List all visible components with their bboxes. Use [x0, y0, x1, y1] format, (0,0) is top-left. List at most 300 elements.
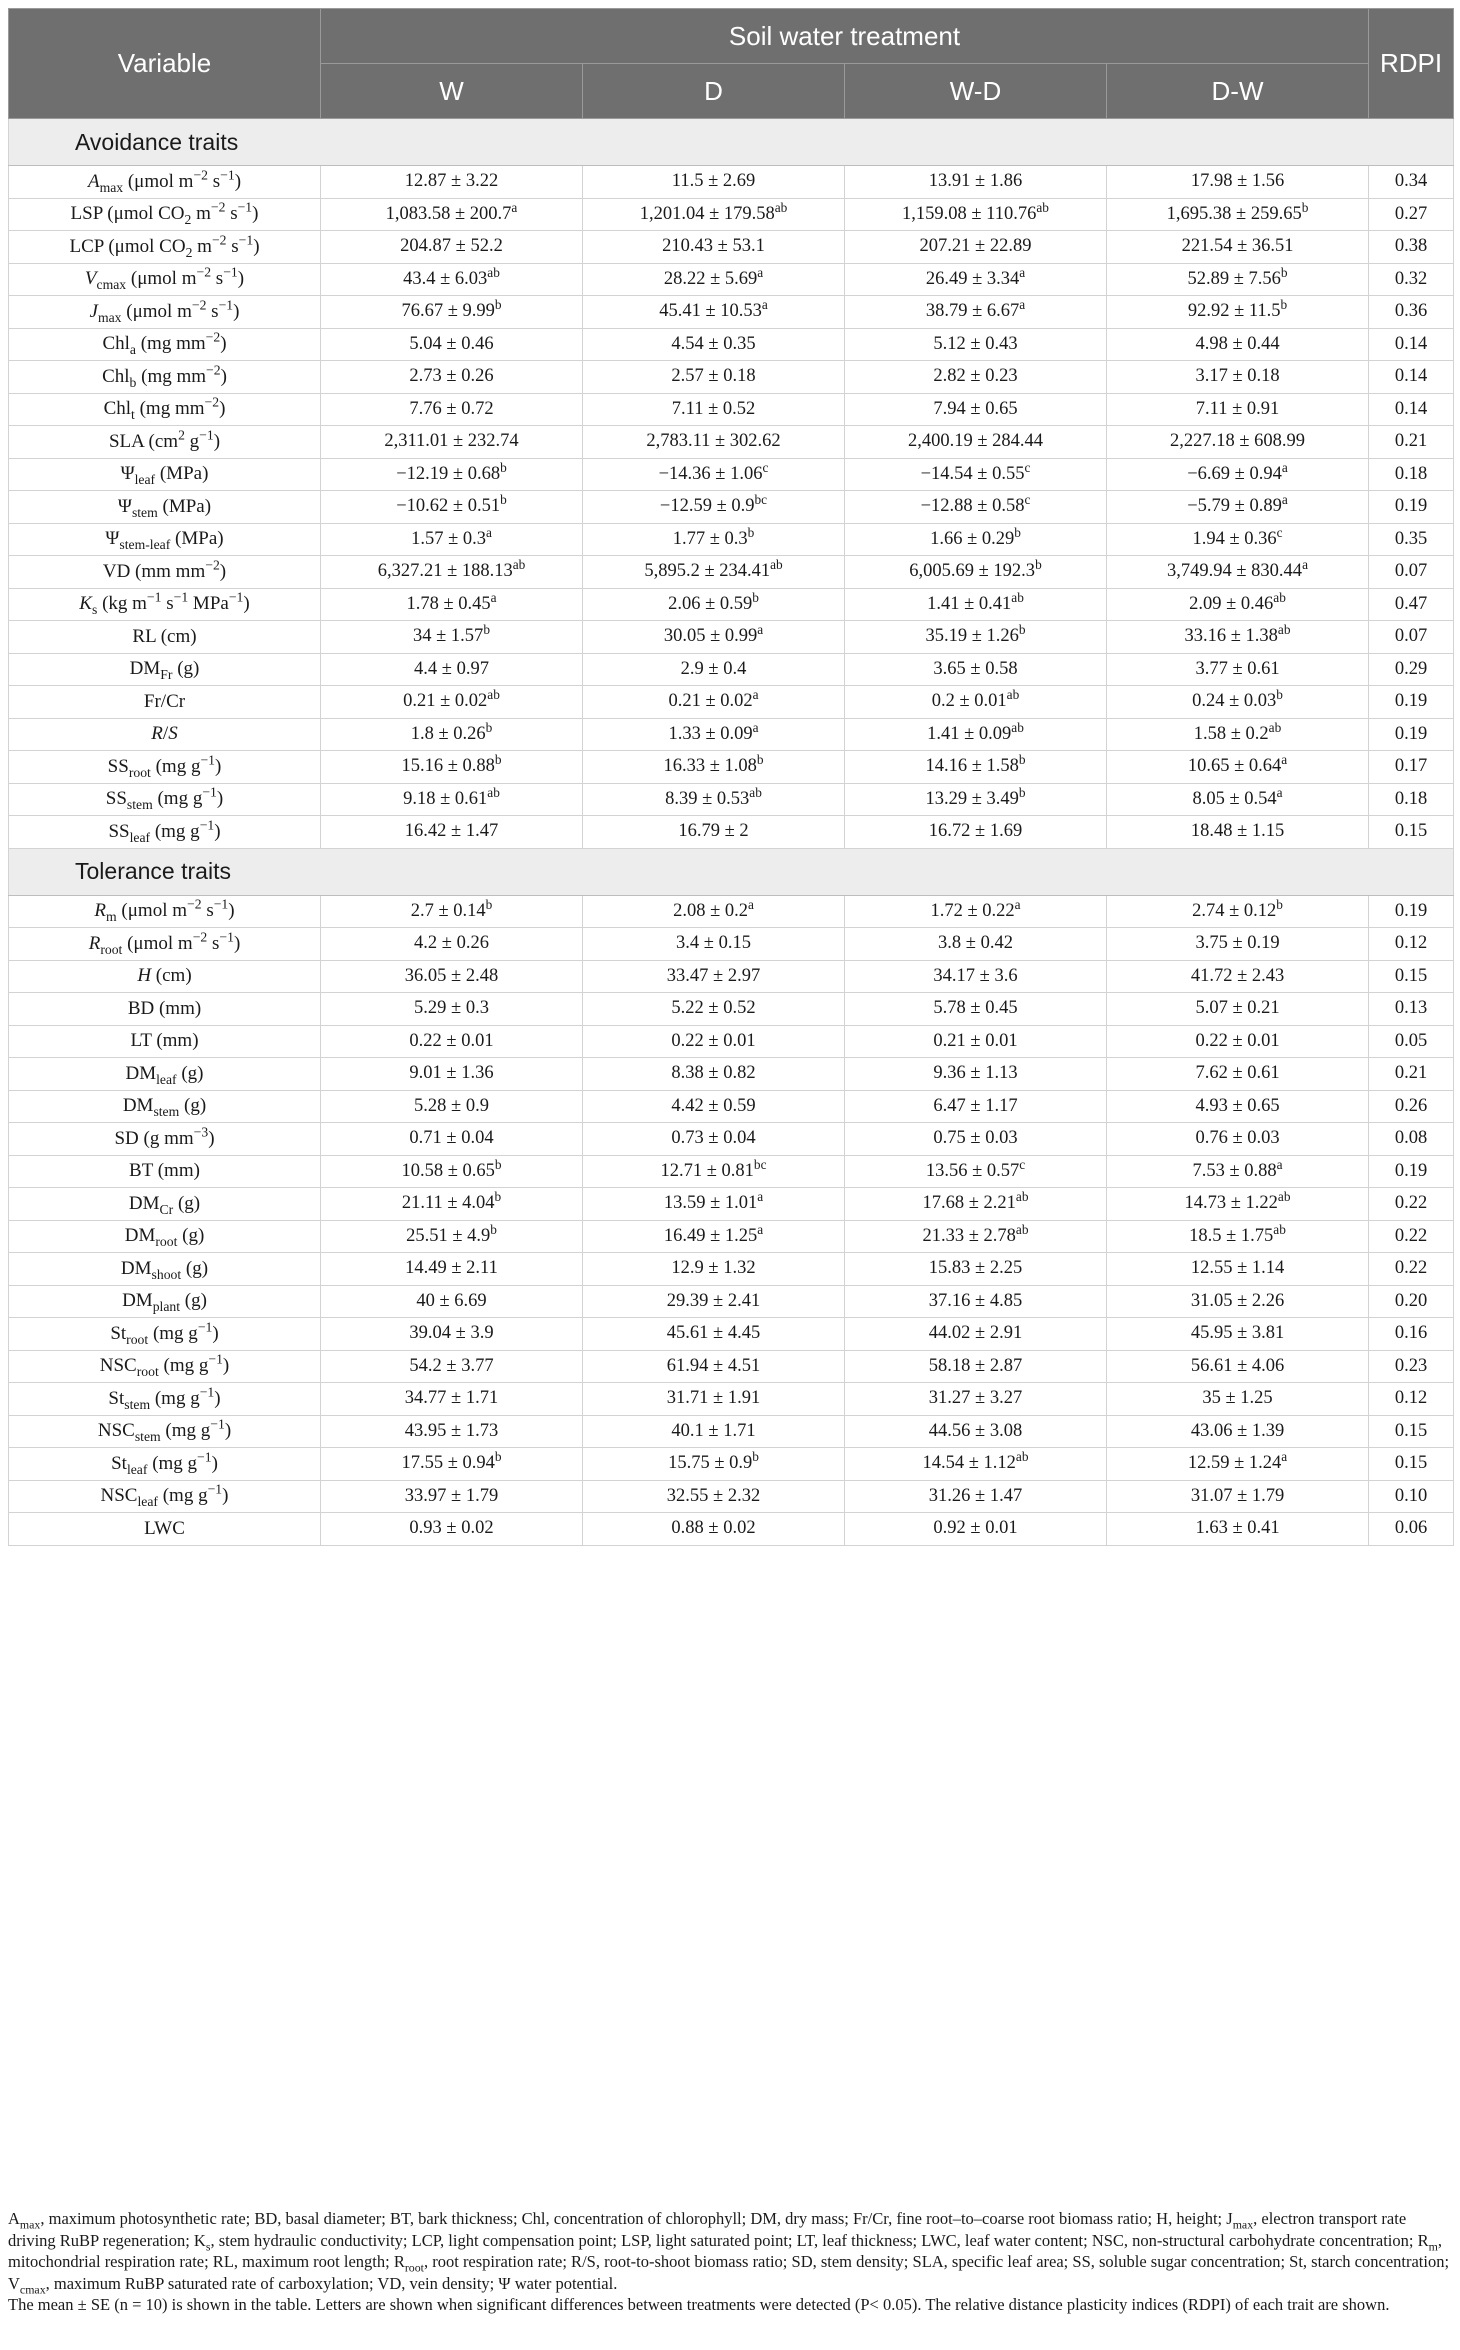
cell-value: 3,749.94 ± 830.44$^a$	[1107, 556, 1369, 589]
cell-rdpi: 0.18	[1369, 458, 1454, 491]
cell-value: 38.79 ± 6.67$^a$	[845, 296, 1107, 329]
cell-variable: LCP (μmol $CO_2$ $m^{-2}$ $s^{-1}$)	[9, 231, 321, 264]
table-row	[9, 960, 1454, 993]
cell-value: 15.83 ± 2.25	[845, 1253, 1107, 1286]
cell-value: 45.95 ± 3.81	[1107, 1318, 1369, 1351]
cell-value: 52.89 ± 7.56$^b$	[1107, 263, 1369, 296]
cell-value: 1.57 ± 0.3$^a$	[321, 523, 583, 556]
table-footnotes	[8, 2208, 1453, 2316]
cell-value: 2,311.01 ± 232.74	[321, 426, 583, 459]
cell-value: 2,400.19 ± 284.44	[845, 426, 1107, 459]
cell-value: 6,005.69 ± 192.3$^b$	[845, 556, 1107, 589]
cell-value: 1.77 ± 0.3$^b$	[583, 523, 845, 556]
cell-variable: $SS_{stem}$ (mg $g^{-1}$)	[9, 783, 321, 816]
cell-variable: $\Psi_{stem}$ (MPa)	[9, 491, 321, 524]
table-row	[9, 895, 1454, 928]
table-row	[9, 686, 1454, 719]
cell-value: 12.55 ± 1.14	[1107, 1253, 1369, 1286]
cell-value: 0.22 ± 0.01	[583, 1025, 845, 1058]
cell-value: 1.78 ± 0.45$^a$	[321, 588, 583, 621]
cell-value: 17.55 ± 0.94$^b$	[321, 1448, 583, 1481]
cell-rdpi: 0.26	[1369, 1090, 1454, 1123]
cell-value: 9.18 ± 0.61$^{ab}$	[321, 783, 583, 816]
cell-value: 31.26 ± 1.47	[845, 1480, 1107, 1513]
cell-rdpi: 0.38	[1369, 231, 1454, 264]
cell-value: 0.21 ± 0.01	[845, 1025, 1107, 1058]
cell-value: 32.55 ± 2.32	[583, 1480, 845, 1513]
cell-rdpi: 0.21	[1369, 426, 1454, 459]
cell-variable: $J_{max}$ (μmol $m^{-2}$ $s^{-1}$)	[9, 296, 321, 329]
cell-value: 1,083.58 ± 200.7$^a$	[321, 198, 583, 231]
cell-variable: $SS_{leaf}$ (mg $g^{-1}$)	[9, 816, 321, 849]
cell-value: 16.42 ± 1.47	[321, 816, 583, 849]
cell-rdpi: 0.34	[1369, 166, 1454, 199]
cell-rdpi: 0.10	[1369, 1480, 1454, 1513]
cell-value: 13.59 ± 1.01$^a$	[583, 1188, 845, 1221]
cell-value: 5.78 ± 0.45	[845, 993, 1107, 1026]
cell-rdpi: 0.05	[1369, 1025, 1454, 1058]
table-body	[9, 119, 1454, 1546]
cell-value: 43.4 ± 6.03$^{ab}$	[321, 263, 583, 296]
cell-value: 14.54 ± 1.12$^{ab}$	[845, 1448, 1107, 1481]
cell-value: 18.48 ± 1.15	[1107, 816, 1369, 849]
table-row	[9, 198, 1454, 231]
cell-value: 3.4 ± 0.15	[583, 928, 845, 961]
cell-variable: LSP (μmol $CO_2$ $m^{-2}$ $s^{-1}$)	[9, 198, 321, 231]
header-col-w: W	[321, 64, 583, 119]
table-row	[9, 816, 1454, 849]
table-row	[9, 928, 1454, 961]
cell-value: 1.66 ± 0.29$^b$	[845, 523, 1107, 556]
cell-rdpi: 0.07	[1369, 556, 1454, 589]
cell-variable: $K_s$ (kg $m^{-1}$ $s^{-1}$ MPa$^{-1}$)	[9, 588, 321, 621]
cell-value: 31.27 ± 3.27	[845, 1383, 1107, 1416]
cell-value: 3.65 ± 0.58	[845, 653, 1107, 686]
cell-rdpi: 0.15	[1369, 1448, 1454, 1481]
cell-value: 5,895.2 ± 234.41$^{ab}$	[583, 556, 845, 589]
cell-value: 1.94 ± 0.36$^c$	[1107, 523, 1369, 556]
cell-value: 2.08 ± 0.2$^a$	[583, 895, 845, 928]
cell-rdpi: 0.21	[1369, 1058, 1454, 1091]
cell-variable: SD (g $mm^{-3}$)	[9, 1123, 321, 1156]
cell-value: 56.61 ± 4.06	[1107, 1350, 1369, 1383]
cell-value: 2.9 ± 0.4	[583, 653, 845, 686]
cell-rdpi: 0.16	[1369, 1318, 1454, 1351]
cell-value: 45.61 ± 4.45	[583, 1318, 845, 1351]
cell-rdpi: 0.47	[1369, 588, 1454, 621]
cell-value: 40.1 ± 1.71	[583, 1415, 845, 1448]
section-row	[9, 848, 1454, 895]
cell-value: 13.29 ± 3.49$^b$	[845, 783, 1107, 816]
table-row	[9, 491, 1454, 524]
cell-value: 4.93 ± 0.65	[1107, 1090, 1369, 1123]
cell-value: 1.41 ± 0.09$^{ab}$	[845, 718, 1107, 751]
cell-value: 4.42 ± 0.59	[583, 1090, 845, 1123]
table-row	[9, 166, 1454, 199]
cell-value: 28.22 ± 5.69$^a$	[583, 263, 845, 296]
cell-value: 17.68 ± 2.21$^{ab}$	[845, 1188, 1107, 1221]
cell-variable: $\Psi_{leaf}$ (MPa)	[9, 458, 321, 491]
cell-value: 14.49 ± 2.11	[321, 1253, 583, 1286]
cell-variable: BT (mm)	[9, 1155, 321, 1188]
table-row	[9, 523, 1454, 556]
cell-variable: BD (mm)	[9, 993, 321, 1026]
cell-value: 204.87 ± 52.2	[321, 231, 583, 264]
cell-value: 12.9 ± 1.32	[583, 1253, 845, 1286]
cell-rdpi: 0.13	[1369, 993, 1454, 1026]
cell-value: 16.72 ± 1.69	[845, 816, 1107, 849]
cell-value: 4.98 ± 0.44	[1107, 328, 1369, 361]
header-col-d-w: D-W	[1107, 64, 1369, 119]
cell-variable: Fr/Cr	[9, 686, 321, 719]
section-title: Avoidance traits	[9, 119, 1454, 166]
cell-rdpi: 0.14	[1369, 328, 1454, 361]
cell-rdpi: 0.27	[1369, 198, 1454, 231]
table-row	[9, 1480, 1454, 1513]
cell-variable: $DM_{leaf}$ (g)	[9, 1058, 321, 1091]
cell-variable: $NSC_{root}$ (mg $g^{-1}$)	[9, 1350, 321, 1383]
cell-value: 2,227.18 ± 608.99	[1107, 426, 1369, 459]
cell-value: 12.87 ± 3.22	[321, 166, 583, 199]
table-row	[9, 328, 1454, 361]
cell-value: 29.39 ± 2.41	[583, 1285, 845, 1318]
cell-value: 33.47 ± 2.97	[583, 960, 845, 993]
footnote-abbreviations: $A_{max}$, maximum photosynthetic rate; BD, basal diameter; BT, bark thickness; Chl, concentration of chlorophyll; DM, dry mass; Fr/Cr, fine root–to–coarse root biomass ratio; H, height; $J_{max}$, electron transport rate driving RuBP regeneration; $K_s$, stem hydraulic conductivity; LCP, light compensation point; LSP, light saturated point; LT, leaf thickness; LWC, leaf water content; NSC, non-structural carbohydrate concentration; $R_m$, mitochondrial respiration rate; RL, maximum root length; $R_{root}$, root respiration rate; R/S, root-to-shoot biomass ratio; SD, stem density; SLA, specific leaf area; SS, soluble sugar concentration; St, starch concentration; $V_{cmax}$, maximum RuBP saturated rate of carboxylation; VD, vein density; Ψ water potential.	[8, 2209, 1450, 2296]
cell-value: 7.11 ± 0.52	[583, 393, 845, 426]
cell-rdpi: 0.20	[1369, 1285, 1454, 1318]
footnote-summary: The mean ± SE (n = 10) is shown in the table. Letters are shown when significant differences between treatments were detected (P< 0.05). The relative distance plasticity indices (RDPI) of each trait are shown.	[8, 2295, 1390, 2314]
table-row	[9, 1285, 1454, 1318]
cell-value: 54.2 ± 3.77	[321, 1350, 583, 1383]
table-row	[9, 263, 1454, 296]
cell-variable: $DM_{root}$ (g)	[9, 1220, 321, 1253]
cell-value: 3.17 ± 0.18	[1107, 361, 1369, 394]
cell-rdpi: 0.22	[1369, 1188, 1454, 1221]
table-row	[9, 393, 1454, 426]
table-row	[9, 1350, 1454, 1383]
cell-value: 0.73 ± 0.04	[583, 1123, 845, 1156]
cell-value: −12.88 ± 0.58$^c$	[845, 491, 1107, 524]
table-row	[9, 458, 1454, 491]
cell-variable: $St_{stem}$ (mg $g^{-1}$)	[9, 1383, 321, 1416]
cell-value: 14.73 ± 1.22$^{ab}$	[1107, 1188, 1369, 1221]
cell-value: 31.07 ± 1.79	[1107, 1480, 1369, 1513]
cell-value: 16.33 ± 1.08$^b$	[583, 751, 845, 784]
table-row	[9, 1220, 1454, 1253]
cell-value: 4.2 ± 0.26	[321, 928, 583, 961]
cell-value: 7.76 ± 0.72	[321, 393, 583, 426]
cell-variable: Chl$_a$ (mg $mm^{-2}$)	[9, 328, 321, 361]
cell-rdpi: 0.06	[1369, 1513, 1454, 1546]
cell-value: 13.91 ± 1.86	[845, 166, 1107, 199]
table-row	[9, 426, 1454, 459]
cell-value: 35 ± 1.25	[1107, 1383, 1369, 1416]
cell-variable: $SS_{root}$ (mg $g^{-1}$)	[9, 751, 321, 784]
cell-variable: $A_{max}$ (μmol $m^{-2}$ $s^{-1}$)	[9, 166, 321, 199]
cell-value: 1.63 ± 0.41	[1107, 1513, 1369, 1546]
cell-value: −14.54 ± 0.55$^c$	[845, 458, 1107, 491]
cell-rdpi: 0.15	[1369, 960, 1454, 993]
cell-value: 21.11 ± 4.04$^b$	[321, 1188, 583, 1221]
cell-value: 1.41 ± 0.41$^{ab}$	[845, 588, 1107, 621]
cell-value: 35.19 ± 1.26$^b$	[845, 621, 1107, 654]
cell-variable: Chl$_b$ (mg $mm^{-2}$)	[9, 361, 321, 394]
table-row	[9, 361, 1454, 394]
cell-value: 17.98 ± 1.56	[1107, 166, 1369, 199]
cell-rdpi: 0.15	[1369, 816, 1454, 849]
table-row	[9, 1025, 1454, 1058]
cell-value: 92.92 ± 11.5$^b$	[1107, 296, 1369, 329]
cell-variable: LT (mm)	[9, 1025, 321, 1058]
cell-value: 31.05 ± 2.26	[1107, 1285, 1369, 1318]
cell-rdpi: 0.17	[1369, 751, 1454, 784]
cell-value: −5.79 ± 0.89$^a$	[1107, 491, 1369, 524]
cell-value: 2.73 ± 0.26	[321, 361, 583, 394]
cell-value: 26.49 ± 3.34$^a$	[845, 263, 1107, 296]
section-row	[9, 119, 1454, 166]
cell-variable: R/S	[9, 718, 321, 751]
cell-rdpi: 0.19	[1369, 895, 1454, 928]
cell-rdpi: 0.15	[1369, 1415, 1454, 1448]
cell-value: 33.97 ± 1.79	[321, 1480, 583, 1513]
cell-value: 15.16 ± 0.88$^b$	[321, 751, 583, 784]
cell-variable: $DM_{plant}$ (g)	[9, 1285, 321, 1318]
cell-value: 0.2 ± 0.01$^{ab}$	[845, 686, 1107, 719]
cell-rdpi: 0.22	[1369, 1220, 1454, 1253]
cell-value: 15.75 ± 0.9$^b$	[583, 1448, 845, 1481]
cell-value: 36.05 ± 2.48	[321, 960, 583, 993]
cell-value: 11.5 ± 2.69	[583, 166, 845, 199]
cell-rdpi: 0.19	[1369, 686, 1454, 719]
table-row	[9, 1090, 1454, 1123]
cell-value: 34.17 ± 3.6	[845, 960, 1107, 993]
cell-value: 8.05 ± 0.54$^a$	[1107, 783, 1369, 816]
cell-value: 1,201.04 ± 179.58$^{ab}$	[583, 198, 845, 231]
table-row	[9, 1058, 1454, 1091]
cell-value: 6,327.21 ± 188.13$^{ab}$	[321, 556, 583, 589]
cell-value: 1,159.08 ± 110.76$^{ab}$	[845, 198, 1107, 231]
cell-value: 0.71 ± 0.04	[321, 1123, 583, 1156]
cell-value: 3.8 ± 0.42	[845, 928, 1107, 961]
cell-value: 5.07 ± 0.21	[1107, 993, 1369, 1026]
cell-rdpi: 0.19	[1369, 1155, 1454, 1188]
cell-value: 0.22 ± 0.01	[321, 1025, 583, 1058]
cell-value: 9.36 ± 1.13	[845, 1058, 1107, 1091]
cell-value: 7.53 ± 0.88$^a$	[1107, 1155, 1369, 1188]
cell-value: −10.62 ± 0.51$^b$	[321, 491, 583, 524]
cell-value: 34 ± 1.57$^b$	[321, 621, 583, 654]
cell-value: 40 ± 6.69	[321, 1285, 583, 1318]
cell-value: 16.49 ± 1.25$^a$	[583, 1220, 845, 1253]
cell-value: 8.38 ± 0.82	[583, 1058, 845, 1091]
cell-value: 12.71 ± 0.81$^{bc}$	[583, 1155, 845, 1188]
cell-value: 0.88 ± 0.02	[583, 1513, 845, 1546]
cell-value: 0.21 ± 0.02$^a$	[583, 686, 845, 719]
cell-rdpi: 0.36	[1369, 296, 1454, 329]
data-table	[8, 8, 1454, 1546]
cell-value: 34.77 ± 1.71	[321, 1383, 583, 1416]
table-row	[9, 993, 1454, 1026]
cell-value: −12.59 ± 0.9$^{bc}$	[583, 491, 845, 524]
cell-value: 43.06 ± 1.39	[1107, 1415, 1369, 1448]
cell-value: 7.11 ± 0.91	[1107, 393, 1369, 426]
cell-rdpi: 0.19	[1369, 491, 1454, 524]
cell-value: 2.09 ± 0.46$^{ab}$	[1107, 588, 1369, 621]
cell-value: 0.24 ± 0.03$^b$	[1107, 686, 1369, 719]
cell-value: 7.94 ± 0.65	[845, 393, 1107, 426]
cell-variable: SLA ($cm^2$ $g^{-1}$)	[9, 426, 321, 459]
cell-value: 221.54 ± 36.51	[1107, 231, 1369, 264]
cell-rdpi: 0.23	[1369, 1350, 1454, 1383]
cell-rdpi: 0.22	[1369, 1253, 1454, 1286]
cell-value: 7.62 ± 0.61	[1107, 1058, 1369, 1091]
cell-variable: $DM_{Cr}$ (g)	[9, 1188, 321, 1221]
cell-variable: Chl$_t$ (mg $mm^{-2}$)	[9, 393, 321, 426]
table-row	[9, 1123, 1454, 1156]
cell-value: 9.01 ± 1.36	[321, 1058, 583, 1091]
cell-value: 2.57 ± 0.18	[583, 361, 845, 394]
cell-value: 0.93 ± 0.02	[321, 1513, 583, 1546]
cell-value: 2.74 ± 0.12$^b$	[1107, 895, 1369, 928]
cell-value: −6.69 ± 0.94$^a$	[1107, 458, 1369, 491]
cell-value: −12.19 ± 0.68$^b$	[321, 458, 583, 491]
cell-value: 3.75 ± 0.19	[1107, 928, 1369, 961]
cell-value: 5.22 ± 0.52	[583, 993, 845, 1026]
cell-rdpi: 0.29	[1369, 653, 1454, 686]
cell-value: 14.16 ± 1.58$^b$	[845, 751, 1107, 784]
cell-value: 210.43 ± 53.1	[583, 231, 845, 264]
cell-variable: $NSC_{leaf}$ (mg $g^{-1}$)	[9, 1480, 321, 1513]
cell-value: 13.56 ± 0.57$^c$	[845, 1155, 1107, 1188]
table-row	[9, 1448, 1454, 1481]
cell-variable: $DM_{stem}$ (g)	[9, 1090, 321, 1123]
cell-value: 5.28 ± 0.9	[321, 1090, 583, 1123]
header-col-w-d: W-D	[845, 64, 1107, 119]
table-container	[8, 8, 1453, 1546]
cell-value: 16.79 ± 2	[583, 816, 845, 849]
cell-value: 31.71 ± 1.91	[583, 1383, 845, 1416]
table-row	[9, 231, 1454, 264]
header-col-d: D	[583, 64, 845, 119]
cell-value: 2.06 ± 0.59$^b$	[583, 588, 845, 621]
cell-value: 2,783.11 ± 302.62	[583, 426, 845, 459]
cell-variable: VD (mm $mm^{-2}$)	[9, 556, 321, 589]
cell-variable: RL (cm)	[9, 621, 321, 654]
table-header	[9, 9, 1454, 119]
cell-rdpi: 0.19	[1369, 718, 1454, 751]
cell-rdpi: 0.32	[1369, 263, 1454, 296]
cell-value: 30.05 ± 0.99$^a$	[583, 621, 845, 654]
cell-value: 18.5 ± 1.75$^{ab}$	[1107, 1220, 1369, 1253]
cell-rdpi: 0.14	[1369, 393, 1454, 426]
cell-variable: $St_{leaf}$ (mg $g^{-1}$)	[9, 1448, 321, 1481]
cell-value: 37.16 ± 4.85	[845, 1285, 1107, 1318]
cell-variable: $DM_{Fr}$ (g)	[9, 653, 321, 686]
table-row	[9, 1318, 1454, 1351]
cell-rdpi: 0.18	[1369, 783, 1454, 816]
cell-value: 39.04 ± 3.9	[321, 1318, 583, 1351]
cell-variable: $\Psi_{stem-leaf}$ (MPa)	[9, 523, 321, 556]
table-row	[9, 751, 1454, 784]
cell-variable: $V_{cmax}$ (μmol $m^{-2}$ $s^{-1}$)	[9, 263, 321, 296]
table-row	[9, 296, 1454, 329]
table-row	[9, 1415, 1454, 1448]
cell-value: 5.29 ± 0.3	[321, 993, 583, 1026]
table-row	[9, 1188, 1454, 1221]
cell-value: 25.51 ± 4.9$^b$	[321, 1220, 583, 1253]
cell-value: 207.21 ± 22.89	[845, 231, 1107, 264]
cell-value: 0.75 ± 0.03	[845, 1123, 1107, 1156]
cell-value: 0.22 ± 0.01	[1107, 1025, 1369, 1058]
table-row	[9, 653, 1454, 686]
cell-rdpi: 0.08	[1369, 1123, 1454, 1156]
cell-value: 1.8 ± 0.26$^b$	[321, 718, 583, 751]
table-row	[9, 1383, 1454, 1416]
table-row	[9, 1513, 1454, 1546]
cell-value: −14.36 ± 1.06$^c$	[583, 458, 845, 491]
cell-value: 2.7 ± 0.14$^b$	[321, 895, 583, 928]
cell-variable: H (cm)	[9, 960, 321, 993]
cell-value: 33.16 ± 1.38$^{ab}$	[1107, 621, 1369, 654]
cell-value: 44.02 ± 2.91	[845, 1318, 1107, 1351]
cell-value: 0.21 ± 0.02$^{ab}$	[321, 686, 583, 719]
header-variable: Variable	[9, 9, 321, 119]
section-title: Tolerance traits	[9, 848, 1454, 895]
table-row	[9, 621, 1454, 654]
cell-rdpi: 0.14	[1369, 361, 1454, 394]
table-row	[9, 556, 1454, 589]
cell-variable: $R_m$ (μmol $m^{-2}$ $s^{-1}$)	[9, 895, 321, 928]
cell-variable: $NSC_{stem}$ (mg $g^{-1}$)	[9, 1415, 321, 1448]
cell-value: 0.92 ± 0.01	[845, 1513, 1107, 1546]
cell-value: 2.82 ± 0.23	[845, 361, 1107, 394]
cell-rdpi: 0.07	[1369, 621, 1454, 654]
table-row	[9, 783, 1454, 816]
cell-value: 1.33 ± 0.09$^a$	[583, 718, 845, 751]
cell-rdpi: 0.35	[1369, 523, 1454, 556]
cell-value: 1.58 ± 0.2$^{ab}$	[1107, 718, 1369, 751]
cell-value: 76.67 ± 9.99$^b$	[321, 296, 583, 329]
cell-value: 8.39 ± 0.53$^{ab}$	[583, 783, 845, 816]
cell-value: 58.18 ± 2.87	[845, 1350, 1107, 1383]
cell-value: 12.59 ± 1.24$^a$	[1107, 1448, 1369, 1481]
cell-rdpi: 0.12	[1369, 1383, 1454, 1416]
cell-value: 6.47 ± 1.17	[845, 1090, 1107, 1123]
cell-variable: LWC	[9, 1513, 321, 1546]
header-soil-water-treatment: Soil water treatment	[321, 9, 1369, 64]
table-row	[9, 1253, 1454, 1286]
cell-value: 5.04 ± 0.46	[321, 328, 583, 361]
cell-value: 41.72 ± 2.43	[1107, 960, 1369, 993]
table-row	[9, 588, 1454, 621]
cell-value: 3.77 ± 0.61	[1107, 653, 1369, 686]
cell-value: 5.12 ± 0.43	[845, 328, 1107, 361]
cell-value: 61.94 ± 4.51	[583, 1350, 845, 1383]
cell-value: 1.72 ± 0.22$^a$	[845, 895, 1107, 928]
cell-value: 45.41 ± 10.53$^a$	[583, 296, 845, 329]
cell-value: 10.65 ± 0.64$^a$	[1107, 751, 1369, 784]
cell-variable: $St_{root}$ (mg $g^{-1}$)	[9, 1318, 321, 1351]
cell-variable: $R_{root}$ (μmol $m^{-2}$ $s^{-1}$)	[9, 928, 321, 961]
cell-value: 43.95 ± 1.73	[321, 1415, 583, 1448]
cell-value: 44.56 ± 3.08	[845, 1415, 1107, 1448]
cell-value: 10.58 ± 0.65$^b$	[321, 1155, 583, 1188]
header-rdpi: RDPI	[1369, 9, 1454, 119]
table-row	[9, 718, 1454, 751]
cell-variable: $DM_{shoot}$ (g)	[9, 1253, 321, 1286]
cell-rdpi: 0.12	[1369, 928, 1454, 961]
cell-value: 4.4 ± 0.97	[321, 653, 583, 686]
